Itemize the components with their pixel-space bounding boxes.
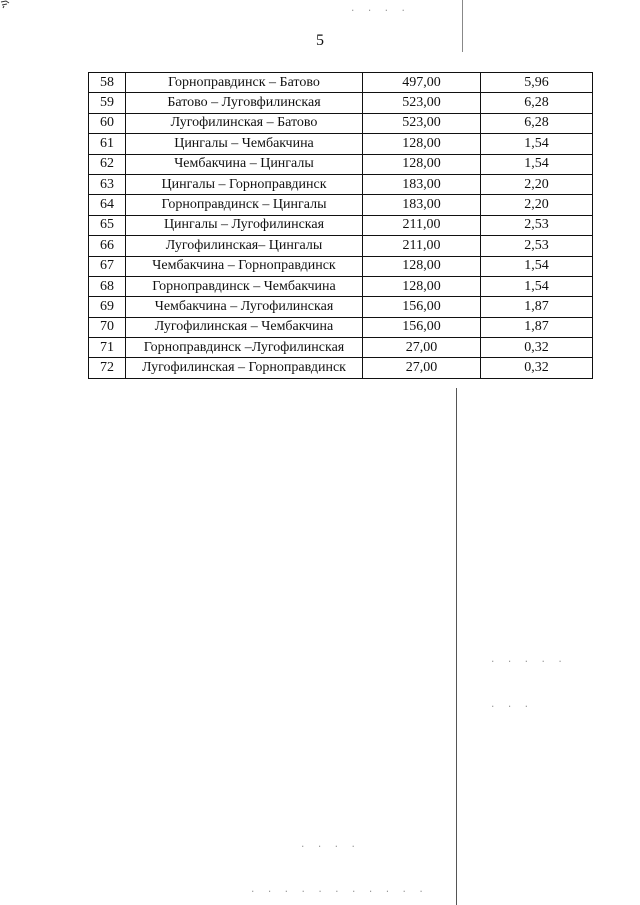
route-name: Цингалы – Чембакчина — [126, 134, 363, 154]
route-distance: 156,00 — [363, 297, 481, 317]
row-number: 60 — [89, 113, 126, 133]
route-name: Цингалы – Лугофилинская — [126, 215, 363, 235]
route-value: 2,53 — [481, 236, 593, 256]
route-distance: 211,00 — [363, 236, 481, 256]
row-number: 72 — [89, 358, 126, 378]
route-value: 1,54 — [481, 154, 593, 174]
route-value: 0,32 — [481, 358, 593, 378]
table-row — [89, 174, 593, 194]
route-distance: 128,00 — [363, 256, 481, 276]
row-number: 66 — [89, 236, 126, 256]
route-name: Чембакчина – Горноправдинск — [126, 256, 363, 276]
route-value: 0,32 — [481, 338, 593, 358]
table-row — [89, 236, 593, 256]
table-row — [89, 134, 593, 154]
route-value: 5,96 — [481, 73, 593, 93]
route-name: Горноправдинск –Лугофилинская — [126, 338, 363, 358]
route-distance: 128,00 — [363, 276, 481, 296]
row-number: 70 — [89, 317, 126, 337]
table-row — [89, 73, 593, 93]
route-value: 6,28 — [481, 93, 593, 113]
route-distance: 27,00 — [363, 338, 481, 358]
scan-artifact-noise: . . . . — [350, 4, 409, 14]
table-row — [89, 358, 593, 378]
row-number: 64 — [89, 195, 126, 215]
route-distance: 27,00 — [363, 358, 481, 378]
route-name: Цингалы – Горноправдинск — [126, 174, 363, 194]
route-distance: 523,00 — [363, 113, 481, 133]
scan-artifact-line-right — [456, 388, 457, 905]
route-name: Чембакчина – Лугофилинская — [126, 297, 363, 317]
route-value: 1,87 — [481, 297, 593, 317]
route-distance: 128,00 — [363, 154, 481, 174]
table-row — [89, 215, 593, 235]
route-value: 6,28 — [481, 113, 593, 133]
scan-artifact-noise: . . . . . . . . . . . — [250, 885, 427, 895]
route-value: 1,54 — [481, 134, 593, 154]
route-name: Горноправдинск – Цингалы — [126, 195, 363, 215]
route-name: Лугофилинская – Чембакчина — [126, 317, 363, 337]
route-value: 2,53 — [481, 215, 593, 235]
row-number: 65 — [89, 215, 126, 235]
route-name: Чембакчина – Цингалы — [126, 154, 363, 174]
scan-artifact-noise: . . . — [490, 700, 533, 710]
route-distance: 211,00 — [363, 215, 481, 235]
row-number: 71 — [89, 338, 126, 358]
route-distance: 497,00 — [363, 73, 481, 93]
table-row — [89, 113, 593, 133]
route-distance: 156,00 — [363, 317, 481, 337]
routes-table — [88, 72, 593, 379]
table-row — [89, 195, 593, 215]
route-name: Батово – Луговфилинская — [126, 93, 363, 113]
route-distance: 128,00 — [363, 134, 481, 154]
route-name: Лугофилинская – Батово — [126, 113, 363, 133]
row-number: 62 — [89, 154, 126, 174]
route-value: 1,87 — [481, 317, 593, 337]
row-number: 67 — [89, 256, 126, 276]
row-number: 63 — [89, 174, 126, 194]
scan-corner-mark — [0, 0, 14, 10]
row-number: 58 — [89, 73, 126, 93]
scan-artifact-noise: . . . . . — [490, 655, 566, 665]
table-row — [89, 276, 593, 296]
table-row — [89, 297, 593, 317]
route-name: Горноправдинск – Чембакчина — [126, 276, 363, 296]
route-value: 1,54 — [481, 256, 593, 276]
page-number: 5 — [316, 32, 324, 49]
route-value: 2,20 — [481, 174, 593, 194]
row-number: 69 — [89, 297, 126, 317]
route-name: Горноправдинск – Батово — [126, 73, 363, 93]
route-distance: 183,00 — [363, 174, 481, 194]
row-number: 68 — [89, 276, 126, 296]
route-name: Лугофилинская– Цингалы — [126, 236, 363, 256]
table-row — [89, 93, 593, 113]
row-number: 61 — [89, 134, 126, 154]
scan-artifact-noise: . . . . — [300, 840, 359, 850]
table-row — [89, 317, 593, 337]
route-distance: 523,00 — [363, 93, 481, 113]
route-name: Лугофилинская – Горноправдинск — [126, 358, 363, 378]
route-distance: 183,00 — [363, 195, 481, 215]
table-row — [89, 154, 593, 174]
row-number: 59 — [89, 93, 126, 113]
route-value: 1,54 — [481, 276, 593, 296]
table-row — [89, 256, 593, 276]
routes-table-body — [89, 73, 593, 379]
route-value: 2,20 — [481, 195, 593, 215]
table-row — [89, 338, 593, 358]
